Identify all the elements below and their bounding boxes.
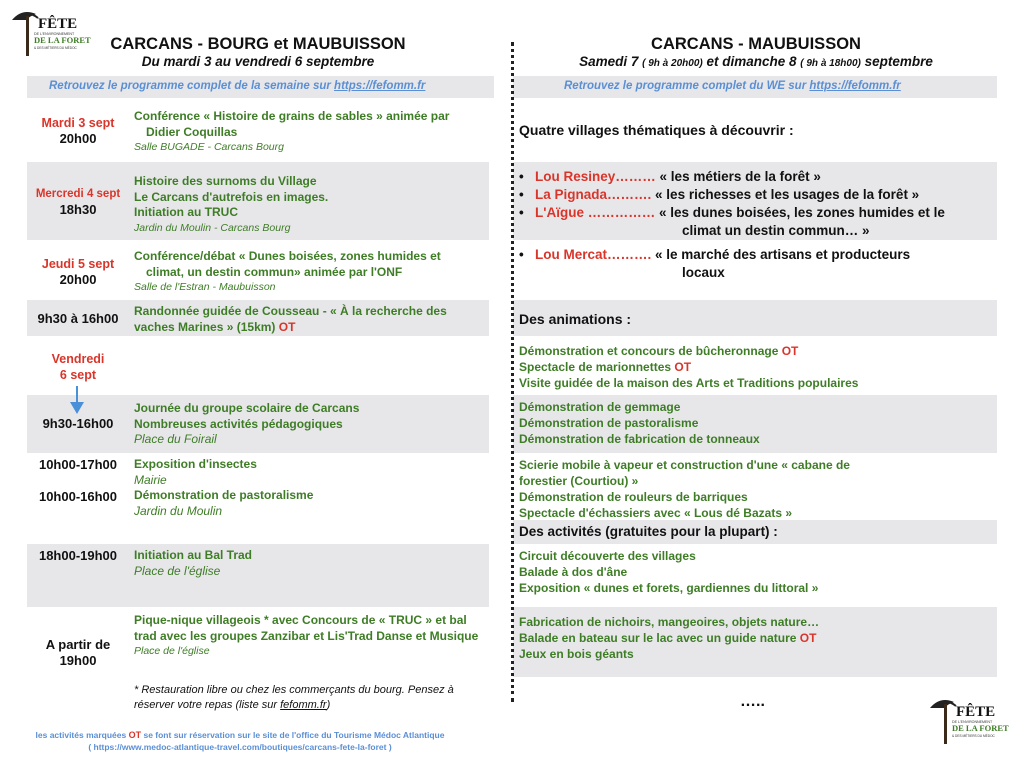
event-bal-trad: Initiation au Bal Trad Place de l'église [134, 548, 253, 578]
animations-list-1: Démonstration et concours de bûcheronnage OT Spectacle de marionnettes OT Visite guidée de la maison des Arts et Traditions populaires [519, 344, 859, 390]
time-bal: 18h00-19h00 [38, 548, 118, 563]
logo-tagline-2: & DES MÉTIERS DU MÉDOC [34, 46, 77, 50]
event-insectes-pastoralisme: Exposition d'insectes Mairie Démonstration de pastoralisme Jardin du Moulin [134, 457, 314, 518]
animations-list-2: Démonstration de gemmage Démonstration de pastoralisme Démonstration de fabrication de tonneaux [519, 400, 760, 446]
logo-tagline: DE L'ENVIRONNEMENT [34, 32, 75, 36]
time-pique-nique: A partir de 19h00 [45, 637, 111, 668]
restauration-note: * Restauration libre ou chez les commerçants du bourg. Pensez à réserver votre repas (liste sur fefomm.fr) [134, 684, 454, 711]
svg-text:DE L'ENVIRONNEMENT: DE L'ENVIRONNEMENT [952, 720, 993, 724]
right-subtitle: Samedi 7 ( 9h à 20h00) et dimanche 8 ( 9h à 18h00) septembre [579, 54, 933, 69]
logo-word: FÊTE [38, 16, 78, 32]
date-jeudi: Jeudi 5 sept 20h00 [41, 257, 115, 287]
festival-logo-bottom [926, 694, 1009, 750]
activities-list-1: Circuit découverte des villages Balade à dos d'âne Exposition « dunes et forets, gardiennes du littoral » [519, 549, 819, 595]
date-vendredi: Vendredi 6 sept [51, 352, 105, 382]
time-scolaire: 9h30-16h00 [42, 416, 114, 431]
footer-reservation: les activités marquées OT se font sur réservation sur le site de l'office du Tourisme Médoc Atlantique ( https://www.medoc-atlantique-travel.com/boutiques/carcans-fete-la-foret ) [20, 729, 460, 753]
event-randonnee: Randonnée guidée de Cousseau - « À la recherche des vaches Marines » (15km) OT [134, 304, 447, 334]
svg-text:DE LA FORET: DE LA FORET [952, 723, 1009, 733]
ellipsis-more: ….. [740, 693, 765, 710]
time-pastoralisme: 10h00-16h00 [38, 489, 118, 504]
villages-heading: Quatre villages thématiques à découvrir : [519, 122, 794, 138]
right-header [516, 34, 996, 72]
arrow-down-icon [70, 386, 84, 419]
footer-url[interactable]: ( https://www.medoc-atlantique-travel.com/boutiques/carcans-fete-la-foret ) [88, 742, 392, 752]
village-lou-resiney: • Lou Resiney……… « les métiers de la forêt » [519, 169, 821, 184]
svg-text:FÊTE: FÊTE [956, 704, 996, 720]
activities-heading: Des activités (gratuites pour la plupart) : [519, 524, 778, 539]
village-la-pignada: • La Pignada………. « les richesses et les usages de la forêt » [519, 187, 920, 202]
activities-list-2: Fabrication de nichoirs, mangeoires, objets nature… Balade en bateau sur le lac avec un guide nature OT Jeux en bois géants [519, 615, 820, 661]
festival-logo [8, 6, 91, 62]
right-program-link[interactable]: Retrouvez le programme complet du WE sur https://fefomm.fr [564, 80, 901, 92]
animations-heading: Des animations : [519, 311, 632, 327]
date-mardi: Mardi 3 sept 20h00 [41, 116, 115, 146]
left-title: CARCANS - BOURG et MAUBUISSON [110, 35, 406, 53]
event-scolaire: Journée du groupe scolaire de Carcans Nombreuses activités pédagogiques Place du Foirail [134, 401, 360, 446]
village-laigue: • L'Aïgue …………… « les dunes boisées, les zones humides et le climat un destin commun… » [519, 205, 945, 238]
event-conference-grains: Conférence « Histoire de grains de sables » animée par Didier Coquillas Salle BUGADE - Carcans Bourg [134, 109, 450, 153]
time-rando: 9h30 à 16h00 [37, 311, 119, 326]
note-link[interactable]: fefomm.fr [280, 699, 327, 711]
event-conference-dunes: Conférence/débat « Dunes boisées, zones humides et climat, un destin commun» animée par l'ONF Salle de l'Estran - Maubuisson [134, 249, 441, 293]
time-insectes: 10h00-17h00 [38, 457, 118, 472]
right-title: CARCANS - MAUBUISSON [651, 35, 861, 53]
column-divider [511, 42, 514, 702]
left-header [80, 34, 436, 70]
left-program-link[interactable]: Retrouvez le programme complet de la semaine sur https://fefomm.fr [49, 80, 426, 92]
event-surnoms: Histoire des surnoms du Village Le Carcans d'autrefois en images. Initiation au TRUC Jardin du Moulin - Carcans Bourg [134, 174, 329, 234]
svg-text:& DES MÉTIERS DU MÉDOC: & DES MÉTIERS DU MÉDOC [952, 734, 995, 738]
event-pique-nique: Pique-nique villageois * avec Concours de « TRUC » et bal trad avec les groupes Zanzibar et Lis'Trad Danse et Musique Place de l'église [134, 613, 479, 657]
village-lou-mercat: • Lou Mercat………. « le marché des artisans et producteurs locaux [519, 247, 911, 280]
left-url-link[interactable]: https://fefomm.fr [334, 80, 426, 92]
logo-main: DE LA FORET [34, 35, 91, 45]
left-subtitle: Du mardi 3 au vendredi 6 septembre [141, 54, 375, 69]
animations-list-3: Scierie mobile à vapeur et construction d'une « cabane de forestier (Courtiou) » Démonstration de rouleurs de barriques Spectacle d'échassiers avec « Lous dé Bazats » [519, 458, 850, 520]
right-url-link[interactable]: https://fefomm.fr [809, 80, 901, 92]
date-mercredi: Mercredi 4 sept 18h30 [35, 188, 121, 217]
